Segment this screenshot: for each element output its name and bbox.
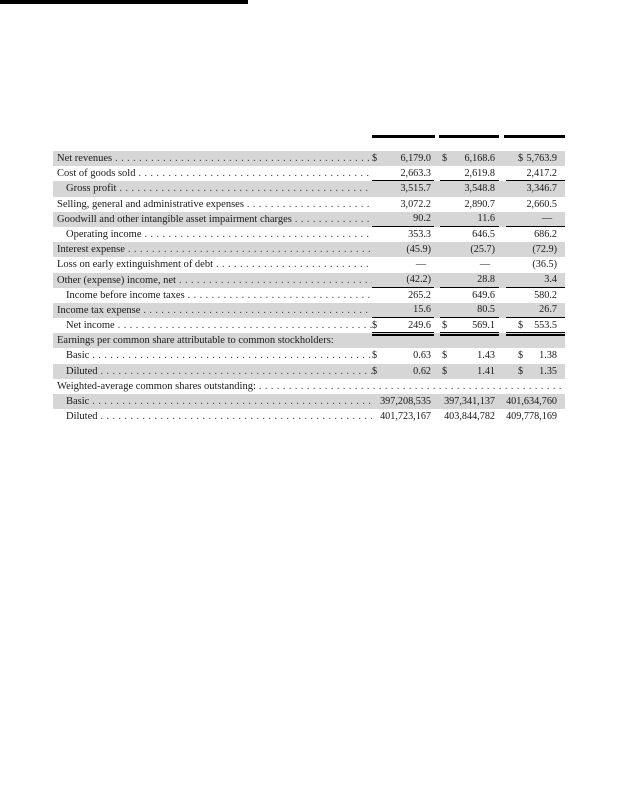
value-cell [372,242,434,257]
value-cell [506,197,565,212]
dot-leader [188,288,372,303]
value-cell [506,212,565,227]
cell-value: (72.9) [532,244,557,256]
table-row [53,379,565,394]
column-header-rule-1 [372,135,435,138]
cell-value: 1.35 [539,365,557,377]
dot-leader [92,394,372,409]
cell-value: (45.9) [406,244,431,256]
dollar-sign: $ [442,153,448,164]
cell-value: 5,763.9 [526,153,557,164]
row-label-area [53,166,372,181]
dot-leader [216,257,372,272]
table-row [53,303,565,318]
value-cell [372,318,434,333]
value-cell [506,273,565,288]
dot-leader [119,181,372,196]
cell-value: 1.38 [539,350,557,362]
value-cell [506,288,565,303]
row-label-area [53,257,372,272]
value-cell [506,151,565,166]
value-cell [440,257,499,272]
dollar-sign: $ [372,319,378,331]
dollar-sign: $ [372,350,378,362]
cell-value: 353.3 [408,228,431,240]
table-row [53,181,565,196]
row-label: Diluted [66,365,98,377]
row-label-area [53,181,372,196]
value-cell [506,227,565,242]
value-cell [372,273,434,288]
dollar-sign: $ [372,153,378,164]
cell-value: 0.63 [413,350,431,362]
table-row [53,227,565,242]
value-cell [506,364,565,379]
value-cell [440,394,499,409]
column-header-rule-3 [504,135,565,138]
value-cell [372,197,434,212]
dollar-sign: $ [372,365,378,377]
cell-value: 580.2 [534,289,557,301]
value-cell [506,242,565,257]
value-cell [506,303,565,318]
cell-value: 3.4 [544,274,557,285]
dot-leader [179,273,372,288]
row-label: Goodwill and other intangible asset impairment charges [57,213,292,225]
cell-value: 2,890.7 [464,198,495,210]
dollar-sign: $ [442,365,448,377]
row-label: Basic [66,396,90,407]
cell-value: — [479,259,490,271]
row-label-area [53,318,372,333]
cell-value: 11.6 [477,213,495,225]
value-cell [372,181,434,196]
value-cell [372,166,434,181]
table-row [53,151,565,166]
row-label-area [53,379,565,394]
dollar-sign: $ [518,153,524,164]
dollar-sign: $ [518,365,524,377]
cell-value: — [415,259,426,271]
value-cell [440,409,499,424]
cell-value: 3,515.7 [400,183,431,195]
row-label-area [53,303,372,318]
row-label: Selling, general and administrative expenses [57,198,244,210]
value-cell [440,273,499,288]
cell-value: 0.62 [413,365,431,377]
cell-value: 2,619.8 [464,167,495,179]
value-cell [372,257,434,272]
value-cell [440,303,499,318]
value-cell [506,394,565,409]
value-cell [372,394,434,409]
cell-value: 686.2 [534,228,557,240]
dot-leader [138,166,372,181]
table-row [53,318,565,333]
row-label: Weighted-average common shares outstanding: [57,380,256,392]
dot-leader [295,212,372,227]
table-row [53,409,565,424]
value-cell [440,166,499,181]
value-cell [440,288,499,303]
cell-value: 2,663.3 [400,167,431,179]
value-cell [506,318,565,333]
dot-leader [247,197,372,212]
table-row [53,288,565,303]
cell-value: (42.2) [406,274,431,285]
value-cell [440,227,499,242]
value-cell [372,288,434,303]
cell-value: (36.5) [532,259,557,271]
cell-value: 646.5 [472,228,495,240]
row-label: Interest expense [57,244,125,256]
cell-value: 249.6 [408,319,431,331]
table-row [53,242,565,257]
value-cell [372,227,434,242]
row-label-area [53,273,372,288]
value-cell [506,257,565,272]
dollar-sign: $ [442,350,448,362]
row-label: Net income [66,320,115,332]
dot-leader [115,151,372,166]
cell-value: 265.2 [408,289,431,301]
row-label: Cost of goods sold [57,168,136,180]
row-label-area [53,227,372,242]
value-cell [372,364,434,379]
cell-value: 569.1 [472,319,495,331]
dot-leader [145,227,372,242]
table-row [53,166,565,181]
cell-value: 397,341,137 [444,396,495,407]
cell-value: — [541,213,552,225]
value-cell [440,212,499,227]
value-cell [372,348,434,363]
dot-leader [128,242,372,257]
row-label: Diluted [66,411,98,423]
value-cell [440,242,499,257]
cell-value: 28.8 [477,274,495,285]
row-label-area [53,394,372,409]
table-row [53,364,565,379]
cell-value: 80.5 [477,304,495,316]
row-label: Income before income taxes [66,289,185,301]
row-label: Other (expense) income, net [57,274,176,286]
cell-value: 649.6 [472,289,495,301]
row-label: Net revenues [57,153,113,164]
row-label: Income tax expense [57,304,141,316]
value-cell [372,409,434,424]
cell-value: 401,634,760 [506,396,557,407]
value-cell [440,197,499,212]
table-row [53,257,565,272]
value-cell [506,181,565,196]
table-row [53,348,565,363]
value-cell [440,364,499,379]
scan-artifact-line [0,0,248,4]
row-label: Basic [66,350,90,362]
column-header-rule-2 [439,135,499,138]
cell-value: 6,179.0 [400,153,431,164]
row-label: Gross profit [66,183,117,195]
dot-leader [143,303,372,318]
cell-value: 15.6 [413,304,431,316]
dot-leader [92,348,372,363]
row-label-area [53,212,372,227]
value-cell [506,409,565,424]
row-label: Loss on early extinguishment of debt [57,259,214,271]
value-cell [372,303,434,318]
row-label-area [53,197,372,212]
cell-value: 2,417.2 [526,167,557,179]
dollar-sign: $ [518,350,524,362]
dot-leader [259,379,565,394]
cell-value: 2,660.5 [526,198,557,210]
dot-leader [101,364,373,379]
value-cell [372,151,434,166]
table-row [53,273,565,288]
cell-value: 3,548.8 [464,183,495,195]
value-cell [372,212,434,227]
cell-value: 3,072.2 [400,198,431,210]
value-cell [506,166,565,181]
row-label: Earnings per common share attributable to common stockholders: [57,335,334,347]
row-label-area [53,151,372,166]
value-cell [440,181,499,196]
row-label-area [53,409,372,424]
cell-value: 1.41 [477,365,495,377]
cell-value: 3,346.7 [526,183,557,195]
row-label: Operating income [66,228,142,240]
income-statement-table [53,146,565,428]
dot-leader [101,409,373,424]
cell-value: 409,778,169 [506,411,557,423]
cell-value: 397,208,535 [380,396,431,407]
dollar-sign: $ [442,319,448,331]
cell-value: 6,168.6 [464,153,495,164]
row-label-area [53,364,372,379]
value-cell [440,151,499,166]
cell-value: (25.7) [470,244,495,256]
table-row [53,212,565,227]
cell-value: 401,723,167 [380,411,431,423]
row-label-area [53,242,372,257]
value-cell [440,348,499,363]
table-row [53,394,565,409]
row-label-area [53,288,372,303]
table-row [53,197,565,212]
cell-value: 1.43 [477,350,495,362]
dot-leader [118,318,372,333]
cell-value: 403,844,782 [444,411,495,423]
cell-value: 90.2 [413,213,431,225]
row-label-area [53,348,372,363]
cell-value: 26.7 [539,304,557,316]
value-cell [506,348,565,363]
dollar-sign: $ [518,319,524,331]
value-cell [440,318,499,333]
cell-value: 553.5 [534,319,557,331]
